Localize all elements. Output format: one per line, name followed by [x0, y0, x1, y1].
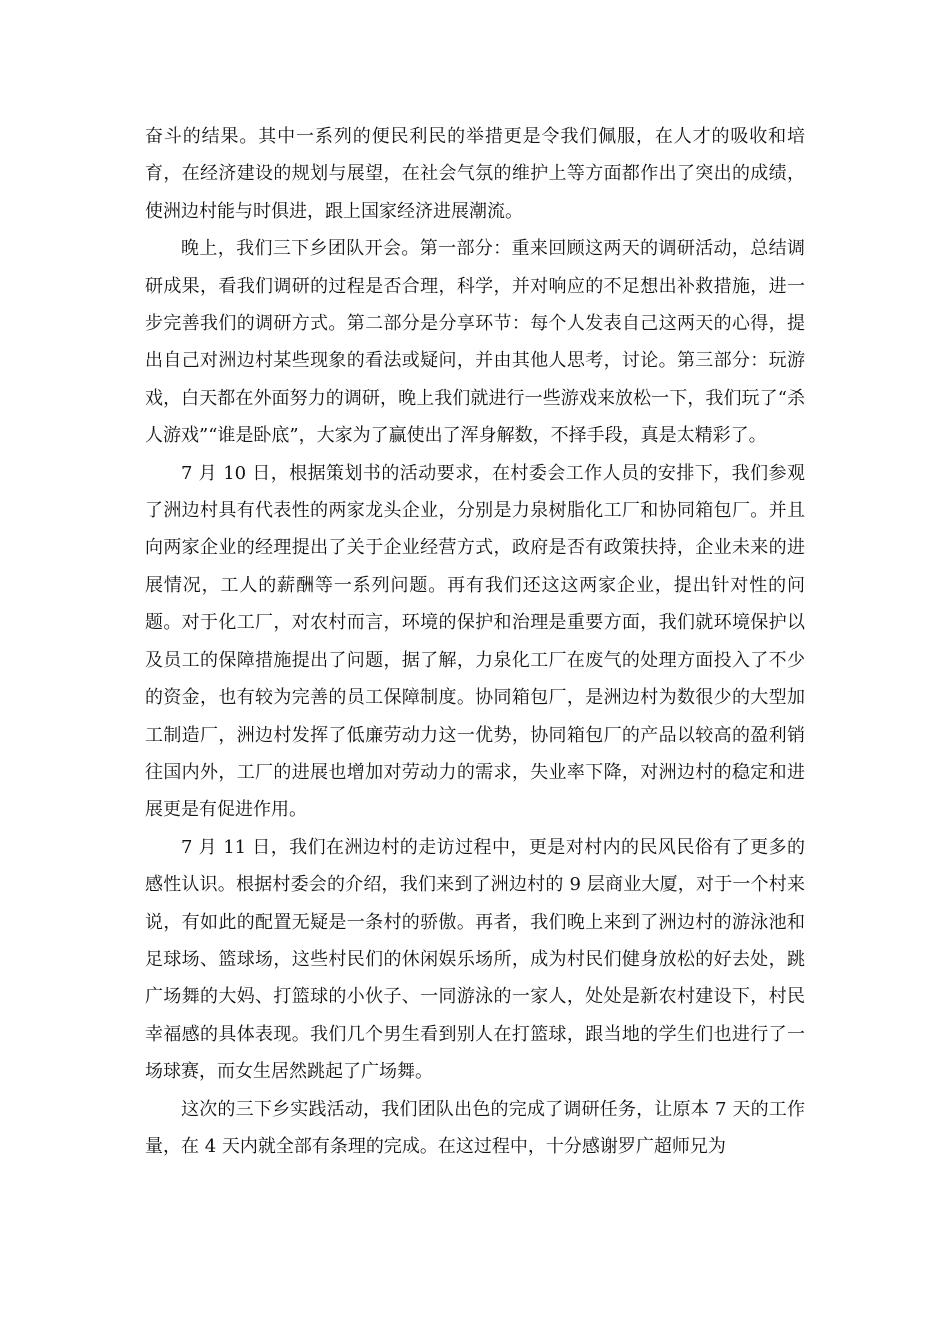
paragraph-3: 7 月 10 日，根据策划书的活动要求，在村委会工作人员的安排下，我们参观了洲边村具有代表性的两家龙头企业，分别是力泉树脂化工厂和协同箱包厂。并且向两家企业的经理提出了关于企业经营方式，政府是否有政策扶持，企业未来的进展情况，工人的薪酬等一系列问题。再有我们还这这两家企业，提出针对性的问题。对于化工厂，对农村而言，环境的保护和治理是重要方面，我们就环境保护以及员工的保障措施提出了问题，据了解，力泉化工厂在废气的处理方面投入了不少的资金，也有较为完善的员工保障制度。协同箱包厂，是洲边村为数很少的大型加工制造厂，洲边村发挥了低廉劳动力这一优势，协同箱包厂的产品以较高的盈利销往国内外，工厂的进展也增加对劳动力的需求，失业率下降，对洲边村的稳定和进展更是有促进作用。 — [145, 462, 805, 821]
paragraph-5: 这次的三下乡实践活动，我们团队出色的完成了调研任务，让原本 7 天的工作量，在 4 天内就全部有条理的完成。在这过程中，十分感谢罗广超师兄为 — [145, 1098, 805, 1157]
paragraph-4: 7 月 11 日，我们在洲边村的走访过程中，更是对村内的民风民俗有了更多的感性认识。根据村委会的介绍，我们来到了洲边村的 9 层商业大厦，对于一个村来说，有如此的配置无疑是一条村的骄傲。再者，我们晚上来到了洲边村的游泳池和足球场、篮球场，这些村民们的休闲娱乐场所，成为村民们健身放松的好去处，跳广场舞的大妈、打篮球的小伙子、一同游泳的一家人，处处是新农村建设下，村民幸福感的具体表现。我们几个男生看到别人在打篮球，跟当地的学生们也进行了一场球赛，而女生居然跳起了广场舞。 — [145, 836, 805, 1083]
document-body — [145, 118, 805, 1165]
paragraph-2: 晚上，我们三下乡团队开会。第一部分：重来回顾这两天的调研活动，总结调研成果，看我们调研的过程是否合理，科学，并对响应的不足想出补救措施，进一步完善我们的调研方式。第二部分是分享环节：每个人发表自己这两天的心得，提出自己对洲边村某些现象的看法或疑问，并由其他人思考，讨论。第三部分：玩游戏，白天都在外面努力的调研，晚上我们就进行一些游戏来放松一下，我们玩了“杀人游戏”“谁是卧底”，大家为了赢使出了浑身解数，不择手段，真是太精彩了。 — [145, 238, 805, 447]
paragraph-1: 奋斗的结果。其中一系列的便民利民的举措更是令我们佩服，在人才的吸收和培育，在经济建设的规划与展望，在社会气氛的维护上等方面都作出了突出的成绩，使洲边村能与时俱进，跟上国家经济进展潮流。 — [145, 126, 805, 222]
